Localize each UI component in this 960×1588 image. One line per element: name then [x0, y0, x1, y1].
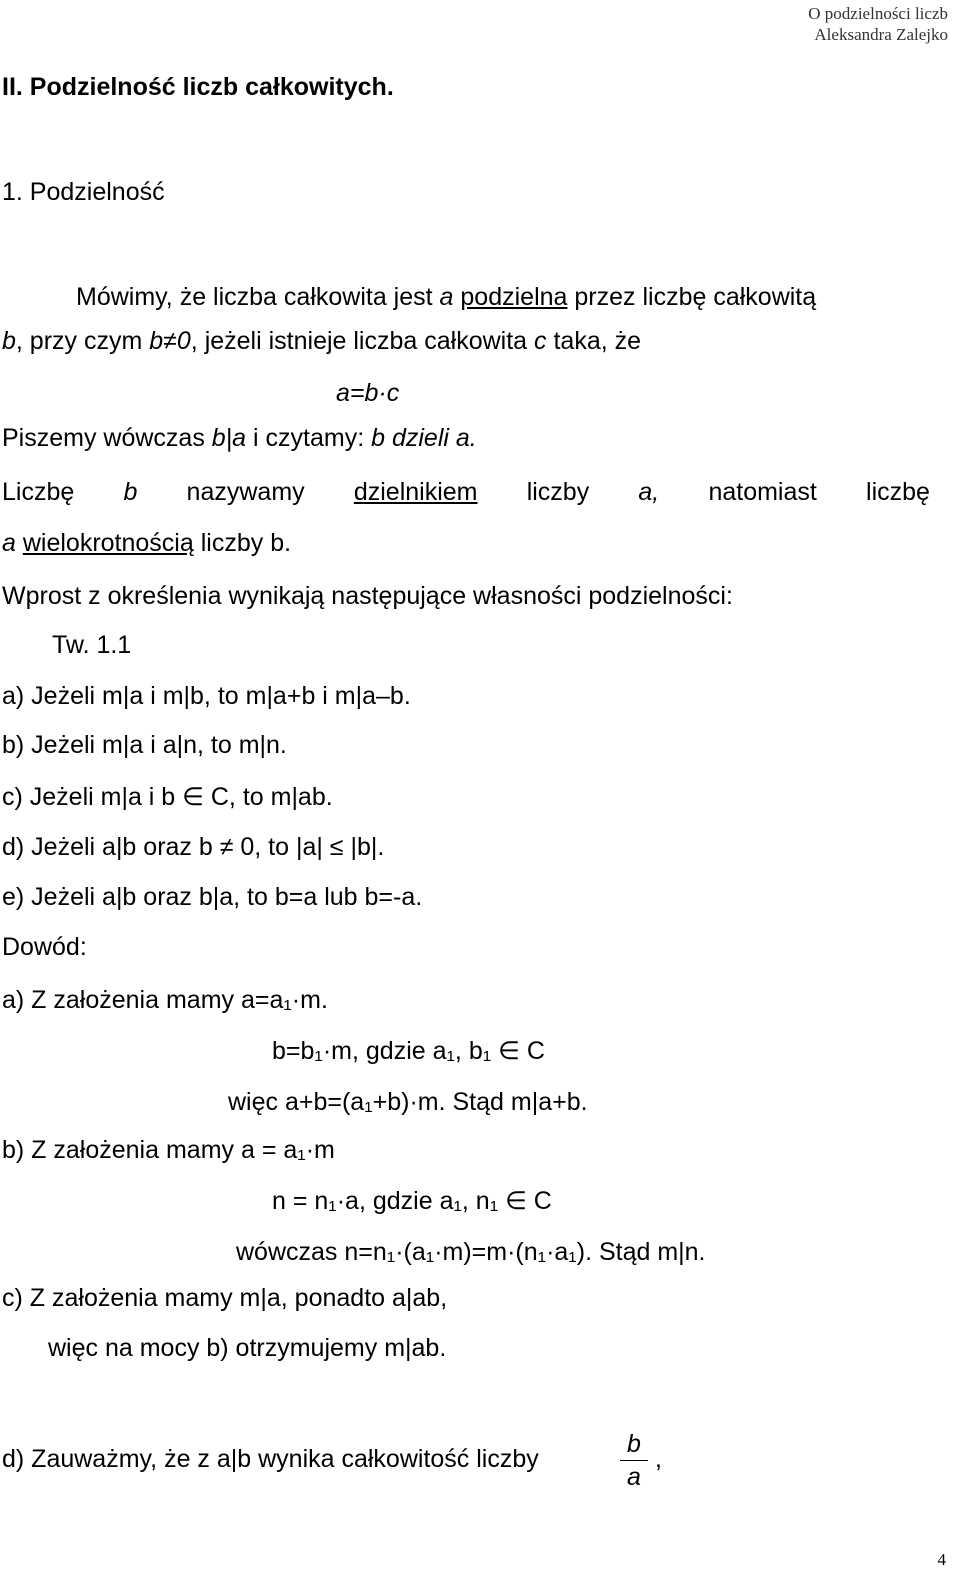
property-b: b) Jeżeli m|a i a|n, to m|n.	[2, 731, 287, 759]
property-d: d) Jeżeli a|b oraz b ≠ 0, to |a| ≤ |b|.	[2, 833, 385, 861]
header-author: Aleksandra Zalejko	[814, 25, 948, 44]
proof-d-comma: ,	[655, 1445, 662, 1473]
fraction-b-over-a	[620, 1430, 648, 1491]
proof-a-line-1: a) Z założenia mamy a=a₁·m.	[2, 986, 328, 1014]
property-e: e) Jeżeli a|b oraz b|a, to b=a lub b=-a.	[2, 883, 423, 911]
property-c: c) Jeżeli m|a i b ∈ C, to m|ab.	[2, 783, 333, 811]
proof-d-line-1: d) Zauważmy, że z a|b wynika całkowitość liczby	[2, 1445, 539, 1473]
definition-line-1: Mówimy, że liczba całkowita jest a podzielna przez liczbę całkowitą	[76, 283, 817, 311]
fraction-bar	[620, 1460, 648, 1461]
theorem-label: Tw. 1.1	[52, 631, 132, 659]
definition-line-2: b, przy czym b≠0, jeżeli istnieje liczba całkowita c taka, że	[2, 327, 642, 355]
term-multiple: wielokrotnością	[22, 529, 194, 557]
proof-b-line-3: wówczas n=n₁·(a₁·m)=m·(n₁·a₁). Stąd m|n.	[236, 1238, 706, 1266]
terms-line-1: Liczbę b nazywamy dzielnikiem liczby a, natomiast liczbę	[2, 478, 930, 506]
header-title: O podzielności liczb	[808, 4, 948, 23]
terms-line-2: a wielokrotnością liczby b.	[2, 529, 292, 557]
page-number: 4	[937, 1550, 946, 1569]
proof-label: Dowód:	[2, 933, 87, 961]
chapter-title: II. Podzielność liczb całkowitych.	[2, 73, 394, 101]
proof-a-line-2: b=b₁·m, gdzie a₁, b₁ ∈ C	[272, 1037, 545, 1065]
proof-c-line-1: c) Z założenia mamy m|a, ponadto a|ab,	[2, 1284, 448, 1312]
proof-c-line-2: więc na mocy b) otrzymujemy m|ab.	[48, 1334, 447, 1362]
term-divisible: podzielna	[460, 283, 568, 311]
proof-b-line-2: n = n₁·a, gdzie a₁, n₁ ∈ C	[272, 1187, 552, 1215]
proof-b-line-1: b) Z założenia mamy a = a₁·m	[2, 1136, 335, 1164]
notation-line: Piszemy wówczas b|a i czytamy: b dzieli a.	[2, 424, 477, 452]
definition-formula: a=b·c	[336, 379, 400, 407]
fraction-denominator: a	[627, 1463, 641, 1491]
fraction-numerator: b	[627, 1430, 641, 1458]
proof-a-line-3: więc a+b=(a₁+b)·m. Stąd m|a+b.	[228, 1088, 588, 1116]
section-title: 1. Podzielność	[2, 178, 165, 206]
property-a: a) Jeżeli m|a i m|b, to m|a+b i m|a–b.	[2, 682, 411, 710]
properties-intro: Wprost z określenia wynikają następujące własności podzielności:	[2, 582, 733, 610]
term-divisor: dzielnikiem	[353, 478, 478, 506]
